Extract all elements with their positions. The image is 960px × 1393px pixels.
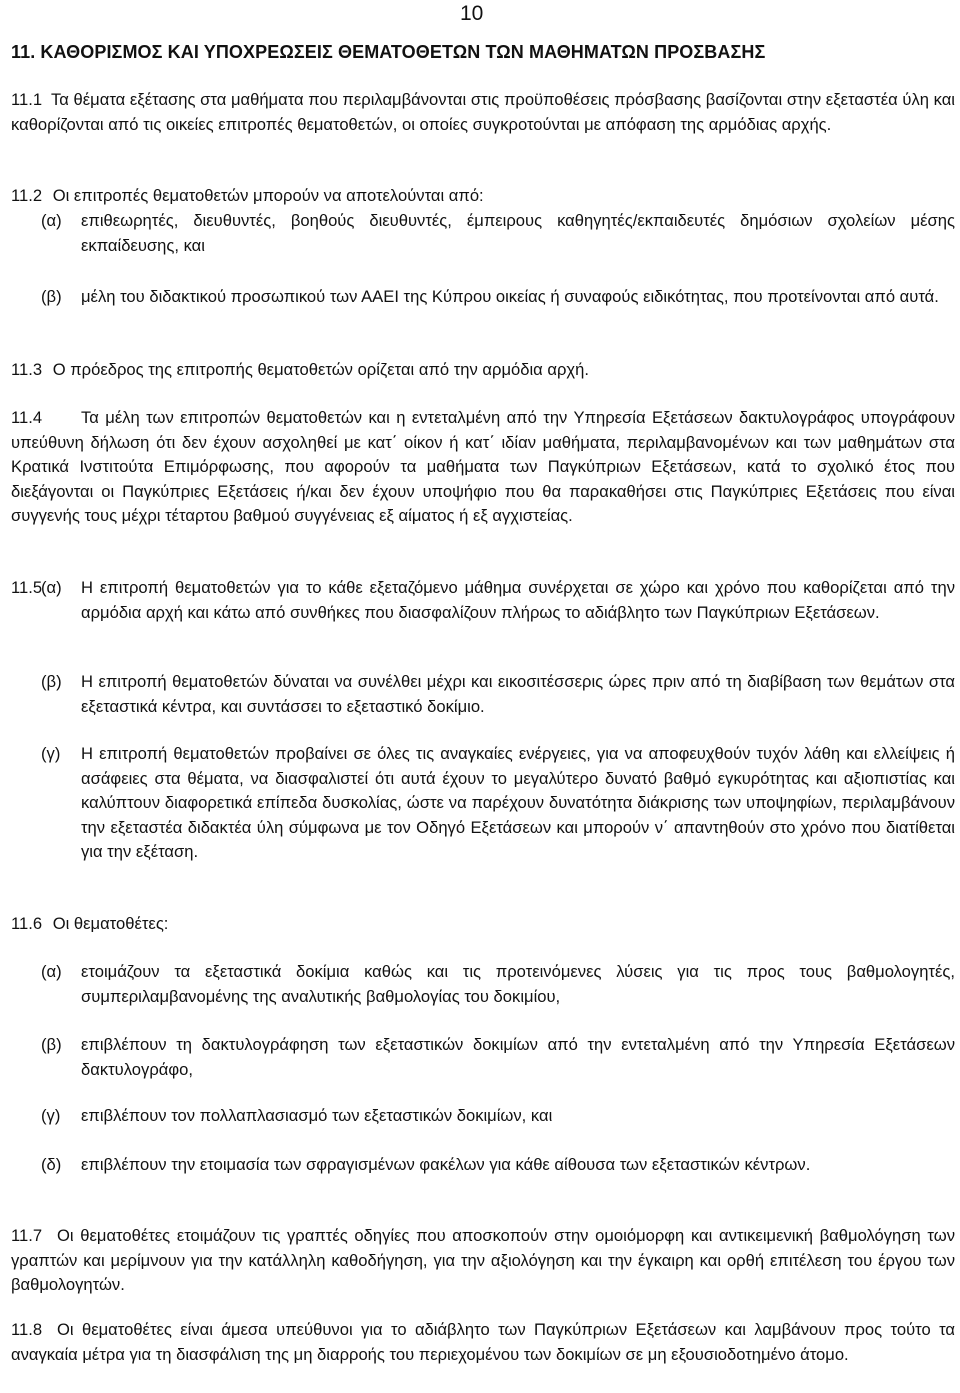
- item-label: (α): [41, 962, 62, 981]
- item-text: Η επιτροπή θεματοθετών προβαίνει σε όλες τις αναγκαίες ενέργειες, για να αποφευχθούν τυχόν λάθη και ελλείψεις ή ασάφειες στα θέματα, να διασφαλιστεί ότι αυτά έχουν το μεγαλύτερο δυνατό βαθμό εγκυρότητας και αξιοπιστίας και καλύπτουν διαφορετικά επίπεδα δυσκολίας, ώστε να παρέχουν δυνατότητα διάκρισης των υποψηφίων, περιλαμβάνουν την εξεταστέα διδακτέα ύλη σύμφωνα με τον Οδηγό Εξετάσεων και μπορούν ν΄ απαντηθούν στο χρόνο που διατίθεται για την εξέταση.: [81, 744, 955, 861]
- section-heading: 11. ΚΑΘΟΡΙΣΜΟΣ ΚΑΙ ΥΠΟΧΡΕΩΣΕΙΣ ΘΕΜΑΤΟΘΕΤΩΝ ΤΩΝ ΜΑΘΗΜΑΤΩΝ ΠΡΟΣΒΑΣΗΣ: [11, 42, 766, 62]
- paragraph-text: Τα θέματα εξέτασης στα μαθήματα που περιλαμβάνονται στις προϋποθέσεις πρόσβασης βασίζονται στην εξεταστέα ύλη και καθορίζονται από τις οικείες επιτροπές θεματοθετών, οι οποίες συγκροτούνται με απόφαση της αρμόδιας αρχής.: [11, 90, 955, 134]
- list-item: [41, 209, 955, 258]
- paragraph-number: 11.6: [11, 914, 43, 933]
- item-text: επιβλέπουν τον πολλαπλασιασμό των εξεταστικών δοκιμίων, και: [81, 1106, 553, 1125]
- paragraph-text: Οι θεματοθέτες είναι άμεσα υπεύθυνοι για το αδιάβλητο των Παγκύπριων Εξετάσεων και λαμβάνουν προς τούτο τα αναγκαία μέτρα για τη διασφάλιση της μη διαρροής του περιεχομένου των δοκιμίων σε μη εξουσιοδοτημένο άτομο.: [11, 1320, 955, 1364]
- paragraph-number: 11.1: [11, 90, 43, 109]
- list-item: [41, 1153, 955, 1178]
- item-text: επιβλέπουν τη δακτυλογράφηση των εξεταστικών δοκιμίων από την εντεταλμένη από την Υπηρεσία Εξετάσεων δακτυλογράφο,: [81, 1035, 955, 1079]
- paragraph-number: 11.2: [11, 186, 43, 205]
- item-label: (β): [41, 287, 62, 306]
- paragraph-11-5: [11, 576, 955, 625]
- item-label: (α): [41, 578, 62, 597]
- paragraph-number: 11.4: [11, 408, 43, 427]
- item-text: μέλη του διδακτικού προσωπικού των ΑΑΕΙ της Κύπρου οικείας ή συναφούς ειδικότητας, που προτείνονται από αυτά.: [81, 287, 939, 306]
- paragraph-number: 11.8: [11, 1320, 43, 1339]
- list-item: [41, 1104, 955, 1129]
- list-item: [41, 742, 955, 865]
- list-item: [41, 960, 955, 1009]
- paragraph-number: 11.3: [11, 360, 43, 379]
- paragraph-text: Οι θεματοθέτες ετοιμάζουν τις γραπτές οδηγίες που αποσκοπούν στην ομοιόμορφη και αντικειμενική βαθμολόγηση των γραπτών και μερίμνουν για την κατάλληλη καθοδήγηση, για την αξιολόγηση και την έγκαιρη και ορθή επιτέλεση του έργου των βαθμολογητών.: [11, 1226, 955, 1294]
- paragraph-text: Οι θεματοθέτες:: [52, 914, 169, 933]
- item-label: (α): [41, 211, 62, 230]
- paragraph-11-2: [11, 184, 955, 209]
- list-item: [41, 670, 955, 719]
- item-text: επιβλέπουν την ετοιμασία των σφραγισμένων φακέλων για κάθε αίθουσα των εξεταστικών κέντρων.: [81, 1155, 811, 1174]
- paragraph-11-4: [11, 406, 955, 529]
- paragraph-text: Ο πρόεδρος της επιτροπής θεματοθετών ορίζεται από την αρμόδια αρχή.: [52, 360, 589, 379]
- item-label: (β): [41, 1035, 62, 1054]
- paragraph-11-7: [11, 1224, 955, 1298]
- item-label: (δ): [41, 1155, 62, 1174]
- paragraph-number: 11.7: [11, 1226, 43, 1245]
- item-text: Η επιτροπή θεματοθετών δύναται να συνέλθει μέχρι και εικοσιτέσσερις ώρες πριν από τη διαβίβαση των θεμάτων στα εξεταστικά κέντρα, και συντάσσει το εξεταστικό δοκίμιο.: [81, 672, 955, 716]
- item-text: επιθεωρητές, διευθυντές, βοηθούς διευθυντές, έμπειρους καθηγητές/εκπαιδευτές δημόσιων σχολείων μέσης εκπαίδευσης, και: [81, 211, 955, 255]
- item-label: (γ): [41, 744, 61, 763]
- item-text: ετοιμάζουν τα εξεταστικά δοκίμια καθώς και τις προτεινόμενες λύσεις για τις προς τους βαθμολογητές, συμπεριλαμβανομένης της αναλυτικής βαθμολογίας του δοκιμίου,: [81, 962, 955, 1006]
- paragraph-number: 11.5: [11, 578, 43, 597]
- page-number: 10: [460, 2, 484, 25]
- paragraph-text: Τα μέλη των επιτροπών θεματοθετών και η εντεταλμένη από την Υπηρεσία Εξετάσεων δακτυλογράφος υπογράφουν υπεύθυνη δήλωση ότι δεν έχουν ασχοληθεί με κατ΄ οίκον ή κατ΄ ιδίαν μαθήματα, περιλαμβανομένων και των μαθημάτων στα Κρατικά Ινστιτούτα Επιμόρφωσης, που αφορούν τα μαθήματα των Παγκύπριων Εξετάσεων, κατά το σχολικό έτος που διεξάγονται οι Παγκύπριες Εξετάσεις ή/και δεν έχουν υποψήφιο που θα παρακαθήσει στις Παγκύπριες Εξετάσεις που είναι συγγενής τους μέχρι τέταρτου βαθμού συγγένειας εξ αίματος ή εξ αγχιστείας.: [11, 408, 955, 525]
- paragraph-11-6: [11, 912, 955, 937]
- item-text: Η επιτροπή θεματοθετών για το κάθε εξεταζόμενο μάθημα συνέρχεται σε χώρο και χρόνο που καθορίζεται από την αρμόδια αρχή και κάτω από συνθήκες που διασφαλίζουν πλήρως το αδιάβλητο των Παγκύπριων Εξετάσεων.: [81, 578, 955, 622]
- item-label: (γ): [41, 1106, 61, 1125]
- paragraph-11-3: [11, 358, 955, 383]
- paragraph-11-8: [11, 1318, 955, 1367]
- list-item: [41, 1033, 955, 1082]
- paragraph-text: Οι επιτροπές θεματοθετών μπορούν να αποτελούνται από:: [52, 186, 484, 205]
- paragraph-11-1: [11, 88, 955, 137]
- item-label: (β): [41, 672, 62, 691]
- list-item: [41, 285, 955, 310]
